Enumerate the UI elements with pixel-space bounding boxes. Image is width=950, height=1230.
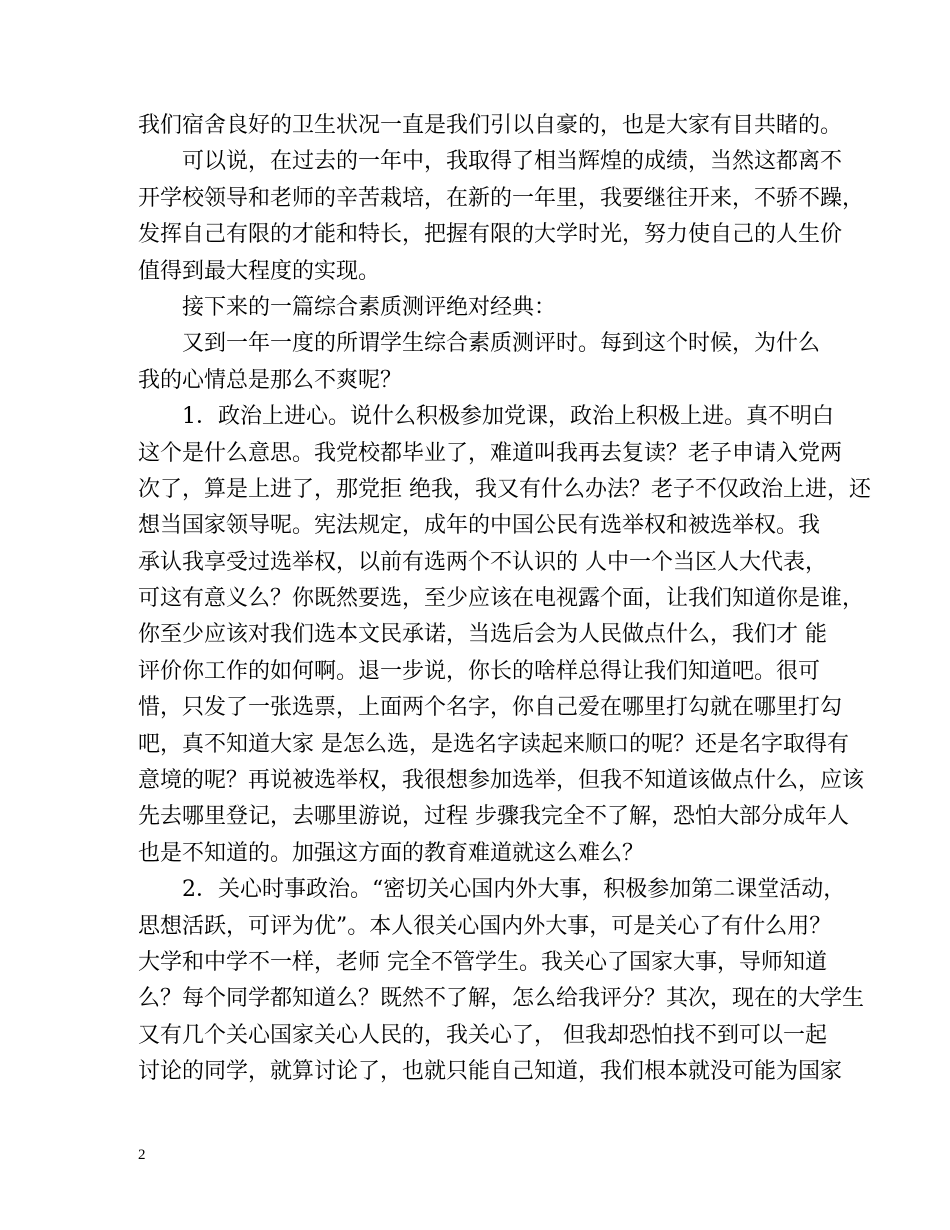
text-line: 讨论的同学，就算讨论了，也就只能自己知道，我们根本就没可能为国家 [138, 1059, 843, 1085]
text-line: 又有几个关心国家关心人民的，我关心了， 但我却恐怕找不到可以一起 [138, 1022, 827, 1048]
text-line: 思想活跃，可评为优”。本人很关心国内外大事，可是关心了有什么用？ [138, 913, 832, 939]
text-line: 1．政治上进心。说什么积极参加党课，政治上积极上进。真不明白 [182, 404, 834, 430]
body-text [138, 108, 871, 1091]
text-line: 又到一年一度的所谓学生综合素质测评时。每到这个时候，为什么 [182, 331, 821, 357]
text-line: 可以说，在过去的一年中，我取得了相当辉煌的成绩，当然这都离不 [182, 149, 843, 175]
text-line: 值得到最大程度的实现。 [138, 258, 381, 284]
text-line: 意境的呢？再说被选举权，我很想参加选举，但我不知道该做点什么，应该 [138, 768, 865, 794]
text-line: 我们宿舍良好的卫生状况一直是我们引以自豪的，也是大家有目共睹的。 [138, 113, 843, 138]
text-line: 2．关心时事政治。“密切关心国内外大事，积极参加第二课堂活动， [182, 877, 846, 903]
text-line: 可这有意义么？你既然要选，至少应该在电视露个面，让我们知道你是谁， [138, 586, 865, 612]
text-line: 你至少应该对我们选本文民承诺，当选后会为人民做点什么，我们才 能 [138, 622, 827, 648]
text-line: 先去哪里登记，去哪里游说，过程 步骤我完全不了解，恐怕大部分成年人 [138, 804, 849, 830]
text-line: 这个是什么意思。我党校都毕业了，难道叫我再去复读？老子申请入党两 [138, 440, 843, 466]
text-line: 评价你工作的如何啊。退一步说，你长的啥样总得让我们知道吧。很可 [138, 658, 821, 684]
text-line: 发挥自己有限的才能和特长，把握有限的大学时光，努力使自己的人生价 [138, 222, 843, 248]
text-line: 承认我享受过选举权，以前有选两个不认识的 人中一个当区人大代表， [138, 549, 827, 575]
text-line: 开学校领导和老师的辛苦栽培，在新的一年里，我要继往开来，不骄不躁， [138, 185, 865, 211]
text-line: 次了，算是上进了，那党拒 绝我，我又有什么办法？老子不仅政治上进，还 [138, 476, 871, 502]
text-line: 吧，真不知道大家 是怎么选，是选名字读起来顺口的呢？还是名字取得有 [138, 731, 849, 757]
text-line: 接下来的一篇综合素质测评绝对经典： [182, 294, 557, 320]
page-number: 2 [138, 1147, 146, 1163]
text-line: 想当国家领导呢。宪法规定，成年的中国公民有选举权和被选举权。我 [138, 513, 821, 539]
text-line: 么？每个同学都知道么？既然不了解，怎么给我评分？其次，现在的大学生 [138, 986, 865, 1012]
text-line: 我的心情总是那么不爽呢？ [138, 367, 403, 393]
text-line: 惜，只发了一张选票，上面两个名字，你自己爱在哪里打勾就在哪里打勾 [138, 695, 843, 721]
text-line: 大学和中学不一样，老师 完全不管学生。我关心了国家大事，导师知道 [138, 949, 827, 975]
text-line: 也是不知道的。加强这方面的教育难道就这么难么？ [138, 840, 645, 866]
